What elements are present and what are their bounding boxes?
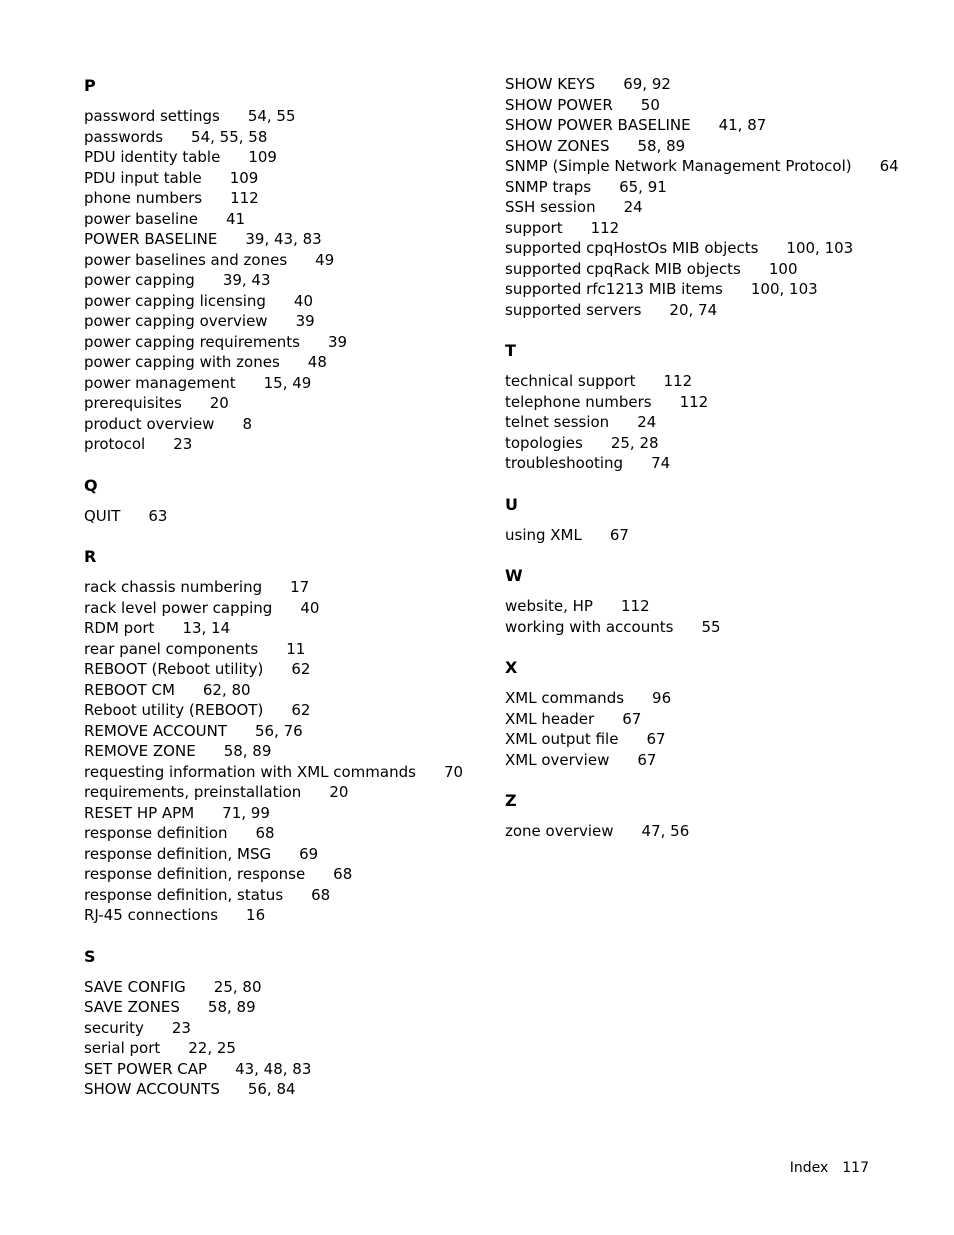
section-letter-heading: P: [84, 76, 96, 95]
index-section: [84, 545, 474, 926]
index-term: SAVE CONFIG: [84, 977, 186, 996]
index-section: [505, 564, 885, 637]
index-term: PDU identity table: [84, 148, 221, 166]
index-entry: [84, 1059, 474, 1080]
section-spacer: [84, 526, 474, 545]
index-page-refs: 62, 80: [202, 680, 251, 699]
index-page-refs: 16: [246, 906, 266, 924]
index-term: supported servers: [505, 300, 642, 319]
section-letter-heading: W: [505, 566, 523, 585]
index-term: QUIT: [84, 506, 121, 525]
section-spacer: [505, 545, 885, 564]
index-entry: [505, 156, 899, 177]
index-section: [505, 493, 885, 546]
section-letter-heading: X: [505, 658, 518, 677]
index-entry: [84, 659, 474, 680]
index-term: SNMP traps: [505, 177, 592, 196]
index-page-refs: 25, 80: [213, 977, 262, 996]
index-page-refs: 54, 55: [247, 107, 296, 125]
index-entry: [84, 803, 474, 824]
index-term: power baselines and zones: [84, 250, 288, 269]
index-term: rear panel components: [84, 639, 259, 658]
section-spacer: [505, 320, 885, 339]
index-section: [505, 656, 885, 770]
section-spacer: [84, 455, 474, 474]
index-entry: [84, 700, 474, 721]
index-entry: [84, 393, 474, 414]
index-entry: [505, 259, 885, 280]
index-entry: [84, 905, 474, 926]
index-entry: [84, 1038, 474, 1059]
index-page-refs: 69: [299, 844, 319, 863]
index-entry: [505, 453, 885, 474]
index-page-refs: 67: [646, 730, 666, 748]
index-page-refs: 23: [171, 1018, 191, 1037]
index-entry: [84, 434, 474, 455]
index-page-refs: 62: [291, 701, 311, 719]
index-entry: [84, 332, 474, 353]
index-entry: [505, 218, 885, 239]
index-page-refs: 56, 76: [255, 721, 303, 740]
index-term: PDU input table: [84, 168, 202, 187]
index-term: passwords: [84, 127, 164, 146]
index-term: response definition, response: [84, 865, 306, 883]
index-entry: [84, 997, 474, 1018]
index-page-refs: 22, 25: [188, 1039, 236, 1057]
index-page-refs: 68: [311, 885, 331, 904]
index-page-refs: 67: [637, 750, 657, 769]
index-page-refs: 39, 43: [222, 271, 271, 289]
index-entry: [84, 680, 474, 701]
index-page-refs: 54, 55, 58: [191, 127, 268, 146]
index-entry: [505, 412, 885, 433]
index-page-refs: 68: [333, 865, 353, 883]
index-page-refs: 20: [209, 394, 229, 412]
section-spacer: [505, 474, 885, 493]
index-page-refs: 20: [329, 783, 349, 801]
index-entry: [84, 639, 474, 660]
index-page-refs: 58, 89: [207, 998, 256, 1016]
index-entry: [505, 525, 885, 546]
index-term: product overview: [84, 414, 215, 433]
index-term: requesting information with XML commands: [84, 762, 416, 781]
index-term: requirements, preinstallation: [84, 783, 302, 801]
index-page-refs: 50: [640, 95, 660, 114]
index-page-refs: 109: [248, 148, 277, 166]
index-term: website, HP: [505, 597, 593, 615]
index-page-refs: 24: [623, 198, 643, 216]
index-term: power capping requirements: [84, 332, 300, 351]
index-term: REMOVE ZONE: [84, 742, 196, 760]
index-page-refs: 48: [307, 353, 327, 371]
index-page-refs: 17: [290, 578, 310, 596]
index-term: SHOW KEYS: [505, 75, 596, 93]
index-page-refs: 24: [637, 413, 657, 431]
index-entry: [84, 168, 474, 189]
index-entry: [84, 762, 474, 783]
index-page-refs: 74: [651, 454, 671, 472]
index-entry: [84, 188, 474, 209]
index-page-refs: 70: [443, 762, 464, 781]
index-term: XML output file: [505, 730, 619, 748]
index-entry: [84, 291, 474, 312]
index-page-refs: 39: [327, 332, 348, 351]
index-page-refs: 58, 89: [223, 742, 272, 760]
index-page-refs: 13, 14: [182, 619, 231, 637]
index-entry: [505, 136, 885, 157]
index-term: SHOW ZONES: [505, 136, 610, 155]
page-number: 117: [842, 1160, 869, 1176]
section-letter-heading: R: [84, 547, 97, 566]
index-term: support: [505, 218, 563, 237]
index-term: XML header: [505, 709, 595, 728]
index-entry: [505, 115, 885, 136]
index-page-refs: 65, 91: [619, 177, 667, 196]
index-page-refs: 39, 43, 83: [245, 230, 322, 248]
index-page-refs: 40: [300, 598, 320, 617]
index-term: rack chassis numbering: [84, 578, 263, 596]
index-term: supported cpqHostOs MIB objects: [505, 239, 759, 257]
index-page-refs: 39: [295, 312, 315, 330]
index-entry: [505, 371, 885, 392]
index-term: password settings: [84, 107, 220, 125]
index-term: RJ-45 connections: [84, 906, 219, 924]
index-page-refs: 100, 103: [786, 239, 854, 257]
index-page-refs: 100, 103: [750, 280, 818, 298]
index-entry: [84, 1018, 474, 1039]
index-entry: [84, 311, 474, 332]
index-term: telephone numbers: [505, 392, 652, 411]
index-entry: [84, 741, 474, 762]
index-page-refs: 112: [620, 597, 650, 615]
index-entry: [505, 617, 885, 638]
section-letter-heading: S: [84, 946, 96, 966]
index-entry: [505, 392, 885, 413]
index-term: POWER BASELINE: [84, 230, 218, 248]
index-entry: [84, 844, 474, 865]
index-term: SNMP (Simple Network Management Protocol): [505, 157, 852, 175]
index-section: [84, 74, 474, 455]
index-term: serial port: [84, 1039, 161, 1057]
index-page-refs: 67: [622, 709, 642, 728]
index-page-refs: 49: [315, 250, 335, 269]
index-term: SHOW POWER BASELINE: [505, 116, 691, 134]
index-entry: [84, 209, 474, 230]
index-entry: [84, 506, 474, 527]
section-letter-heading: Q: [84, 475, 98, 495]
index-entry: [84, 147, 474, 168]
index-entry: [84, 823, 474, 844]
index-page-refs: 67: [609, 525, 629, 544]
index-entry: [505, 197, 885, 218]
index-term: working with accounts: [505, 617, 674, 636]
index-page-refs: 112: [663, 372, 693, 390]
index-page-refs: 100: [768, 259, 798, 278]
index-term: SET POWER CAP: [84, 1059, 208, 1078]
index-entry: [84, 721, 474, 742]
index-entry: [505, 95, 885, 116]
section-letter-heading: T: [505, 341, 516, 360]
index-term: REMOVE ACCOUNT: [84, 721, 228, 740]
index-page-refs: 109: [229, 168, 259, 187]
index-page-refs: 112: [590, 218, 620, 237]
index-page-refs: 69, 92: [623, 75, 671, 93]
index-entry: [84, 1079, 474, 1100]
index-page-refs: 58, 89: [637, 136, 686, 155]
index-term: topologies: [505, 433, 583, 452]
index-term: response definition, status: [84, 885, 284, 904]
index-term: zone overview: [505, 822, 614, 840]
index-entry: [84, 373, 474, 394]
index-entry: [505, 709, 885, 730]
index-term: security: [84, 1018, 144, 1037]
index-page-refs: 71, 99: [222, 803, 270, 822]
section-spacer: [505, 770, 885, 789]
index-entry: [84, 106, 474, 127]
index-page-refs: 41: [225, 209, 246, 228]
index-term: phone numbers: [84, 189, 203, 207]
index-term: rack level power capping: [84, 598, 273, 617]
index-page-refs: 112: [230, 189, 259, 207]
index-entry: [505, 177, 885, 198]
index-section: [84, 474, 474, 527]
index-term: power capping with zones: [84, 353, 280, 371]
index-term: response definition: [84, 824, 228, 842]
index-page-refs: 23: [173, 435, 193, 453]
index-entry: [505, 688, 885, 709]
index-entry: [84, 414, 474, 435]
index-page-refs: 43, 48, 83: [235, 1059, 312, 1078]
index-entry: [84, 782, 474, 803]
index-entry: [505, 300, 885, 321]
index-term: REBOOT CM: [84, 680, 175, 699]
index-term: SAVE ZONES: [84, 998, 180, 1016]
index-page-refs: 8: [242, 414, 252, 433]
index-entry: [84, 977, 474, 998]
index-page-refs: 20, 74: [669, 300, 718, 319]
section-spacer: [84, 926, 474, 945]
section-spacer: [505, 637, 885, 656]
index-section: [505, 339, 885, 474]
index-entry: [84, 864, 474, 885]
index-term: RESET HP APM: [84, 803, 195, 822]
index-term: power baseline: [84, 209, 198, 228]
index-entry: [84, 229, 474, 250]
index-entry: [505, 821, 885, 842]
index-term: Reboot utility (REBOOT): [84, 701, 264, 719]
index-entry: [84, 598, 474, 619]
index-term: SHOW ACCOUNTS: [84, 1080, 220, 1098]
index-entry: [505, 433, 885, 454]
index-page-refs: 55: [701, 617, 721, 636]
index-page-refs: 56, 84: [247, 1080, 296, 1098]
index-term: supported rfc1213 MIB items: [505, 280, 723, 298]
index-term: power management: [84, 373, 236, 392]
index-term: technical support: [505, 372, 636, 390]
index-column-right: [505, 74, 899, 842]
index-term: REBOOT (Reboot utility): [84, 660, 264, 678]
index-term: XML overview: [505, 750, 610, 769]
page-footer: [790, 1158, 869, 1178]
index-page-refs: 41, 87: [718, 116, 767, 134]
section-letter-heading: U: [505, 494, 518, 514]
index-term: power capping: [84, 271, 195, 289]
index-term: troubleshooting: [505, 454, 624, 472]
index-entry: [84, 127, 474, 148]
index-term: telnet session: [505, 413, 610, 431]
section-letter-heading: Z: [505, 791, 517, 810]
index-page-refs: 96: [652, 689, 672, 707]
index-entry: [84, 352, 474, 373]
index-page-refs: 15, 49: [263, 373, 312, 392]
index-term: XML commands: [505, 689, 625, 707]
index-page-refs: 64: [879, 157, 899, 175]
index-term: supported cpqRack MIB objects: [505, 259, 741, 278]
index-section: [505, 74, 899, 320]
index-term: protocol: [84, 435, 146, 453]
index-term: using XML: [505, 525, 582, 544]
index-term: SHOW POWER: [505, 95, 613, 114]
index-entry: [84, 270, 474, 291]
index-term: RDM port: [84, 619, 155, 637]
index-column-left: [84, 74, 474, 1100]
index-page-refs: 47, 56: [641, 822, 690, 840]
index-page-refs: 25, 28: [610, 433, 659, 452]
index-page-refs: 11: [286, 639, 306, 658]
index-entry: [84, 618, 474, 639]
index-entry: [505, 596, 885, 617]
index-entry: [505, 279, 885, 300]
index-page-refs: 112: [679, 392, 709, 411]
footer-label: Index: [789, 1160, 829, 1176]
index-page-refs: 40: [293, 291, 313, 310]
index-term: response definition, MSG: [84, 844, 272, 863]
index-term: prerequisites: [84, 394, 182, 412]
index-section: [505, 789, 885, 842]
index-page-refs: 68: [255, 824, 275, 842]
index-entry: [84, 250, 474, 271]
index-entry: [84, 577, 474, 598]
index-page-refs: 63: [148, 506, 168, 525]
index-entry: [505, 238, 885, 259]
index-entry: [505, 729, 885, 750]
index-page-refs: 62: [291, 660, 311, 678]
index-entry: [505, 750, 885, 771]
index-term: power capping overview: [84, 312, 268, 330]
index-entry: [505, 74, 885, 95]
index-term: SSH session: [505, 198, 596, 216]
index-section: [84, 945, 474, 1100]
index-term: power capping licensing: [84, 291, 266, 310]
index-entry: [84, 885, 474, 906]
